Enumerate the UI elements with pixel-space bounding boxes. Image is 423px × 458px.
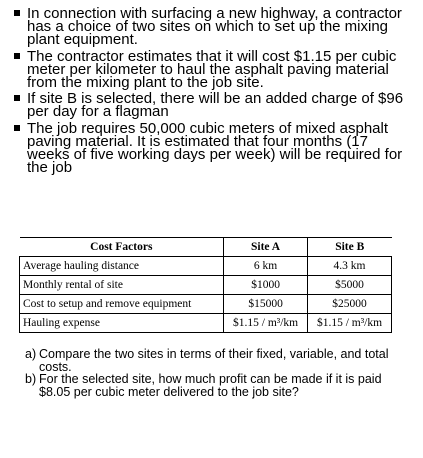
bullet-item (14, 119, 414, 177)
square-bullet-icon (14, 53, 20, 59)
table-row (20, 314, 392, 333)
question-item (25, 373, 410, 398)
table-cell: $25000 (308, 295, 392, 314)
table-cell: $5000 (308, 276, 392, 295)
table-cell: Cost to setup and remove equipment (20, 295, 224, 314)
question-item (25, 348, 410, 373)
question-text: For the selected site, how much profit can be made if it is paid $8.05 per cubic meter delivered to the job site? (39, 372, 382, 399)
question-letter: a) (25, 347, 37, 361)
square-bullet-icon (14, 95, 20, 101)
square-bullet-icon (14, 10, 20, 16)
cost-factors-table (19, 237, 392, 333)
table-cell: Monthly rental of site (20, 276, 224, 295)
column-header-cost-factors: Cost Factors (20, 238, 224, 257)
table-row (20, 276, 392, 295)
table-cell: $1.15 / m³/km (308, 314, 392, 333)
table-cell: Average hauling distance (20, 257, 224, 276)
table-header-row (20, 238, 392, 257)
table-cell: $15000 (224, 295, 308, 314)
bullet-item (14, 47, 414, 92)
bullet-text: If site B is selected, there will be an added charge of $96 per day for a flagman (27, 90, 404, 121)
bullet-item (14, 90, 414, 121)
table-cell: $1.15 / m³/km (224, 314, 308, 333)
question-list (25, 348, 410, 398)
square-bullet-icon (14, 125, 20, 131)
question-text: Compare the two sites in terms of their fixed, variable, and total costs. (39, 347, 389, 374)
table-row (20, 257, 392, 276)
column-header-site-b: Site B (308, 238, 392, 257)
table-cell: 4.3 km (308, 257, 392, 276)
bullet-text: In connection with surfacing a new highway, a contractor has a choice of two sites on which to set up the mixing plant equipment. (27, 5, 402, 49)
bullet-item (14, 7, 414, 47)
bullet-text: The job requires 50,000 cubic meters of mixed asphalt paving material. It is estimated that four months (17 weeks of five working days per week) will be required for the job (27, 119, 403, 177)
table-cell: Hauling expense (20, 314, 224, 333)
table-cell: 6 km (224, 257, 308, 276)
question-letter: b) (25, 372, 37, 387)
table-cell: $1000 (224, 276, 308, 295)
table-row (20, 295, 392, 314)
problem-statement-list (14, 7, 414, 177)
column-header-site-a: Site A (224, 238, 308, 257)
bullet-text: The contractor estimates that it will cost $1.15 per cubic meter per kilometer to haul the asphalt paving material from the mixing plant to the job site. (27, 47, 397, 92)
